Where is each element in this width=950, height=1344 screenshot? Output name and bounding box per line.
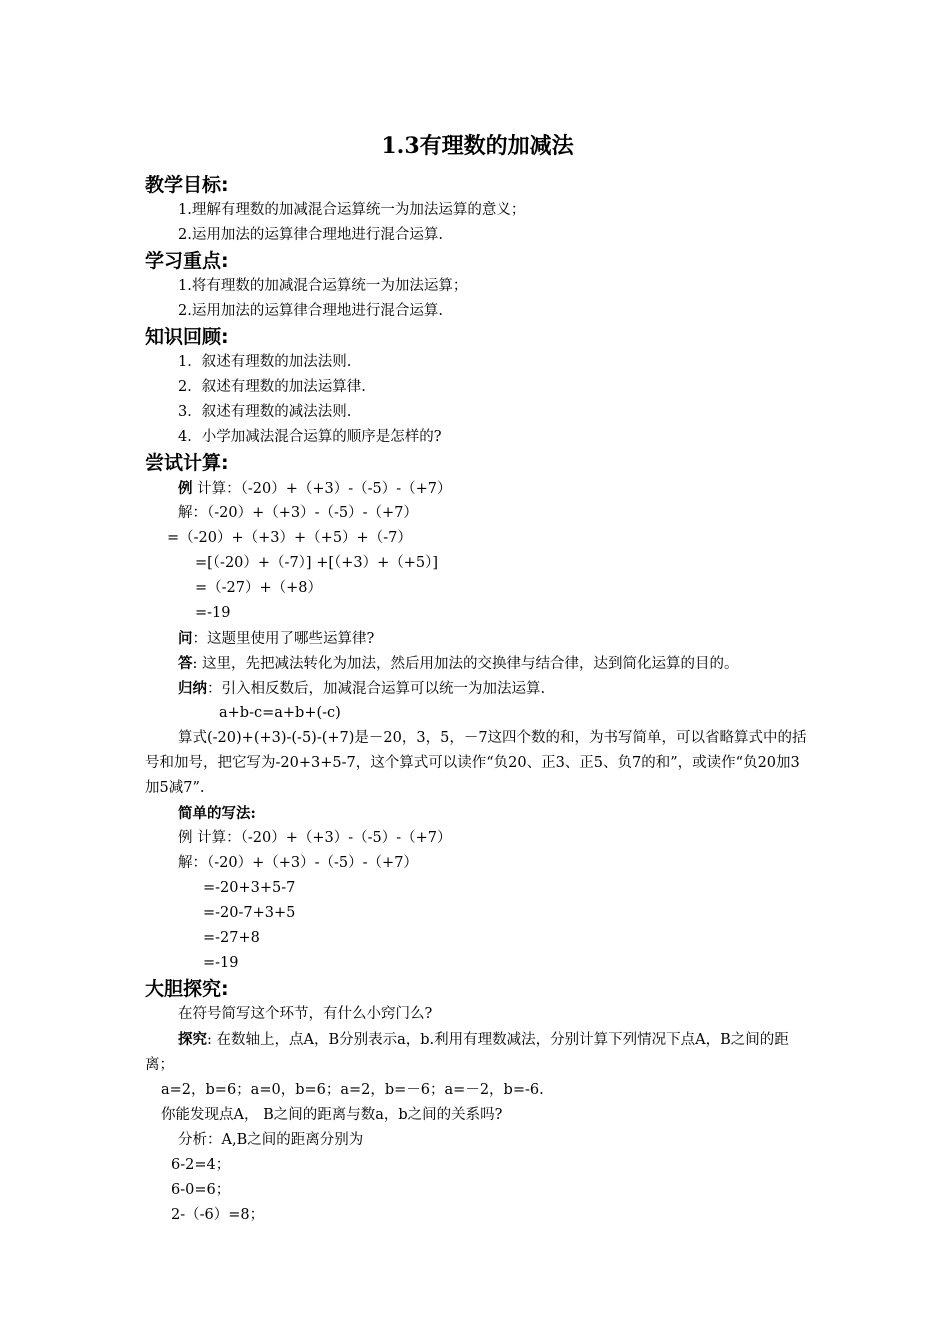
- question-line: [145, 626, 810, 651]
- example-line: [145, 476, 810, 501]
- explore-prompt: 在符号简写这个环节，有什么小窍门么?: [178, 1006, 433, 1022]
- analysis-calc: 6-0=6；: [171, 1182, 231, 1198]
- simple-example-line: 例 计算：（-20）+（+3）-（-5）-（+7）: [178, 830, 452, 846]
- objective-item: 1.理解有理数的加减混合运算统一为加法运算的意义；: [178, 202, 526, 218]
- explore-text: : 在数轴上，点A，B分别表示a，b.利用有理数减法，分别计算下列情况下点A，B之间的距离；: [145, 1032, 789, 1073]
- analysis-calc: 6-2=4；: [171, 1157, 231, 1173]
- review-item: 4．小学加减法混合运算的顺序是怎样的?: [178, 429, 442, 445]
- example-label: 例: [178, 480, 193, 497]
- explore-paragraph: [145, 1027, 810, 1078]
- review-heading: 知识回顾:: [145, 326, 229, 348]
- page-title: 1.3有理数的加减法: [381, 133, 574, 159]
- objectives-heading: 教学目标:: [145, 174, 229, 196]
- summary-line: [145, 676, 810, 701]
- objective-item: 2.运用加法的运算律合理地进行混合运算.: [178, 227, 443, 243]
- cases-line: a=2，b=6；a=0，b=6；a=2，b=－6；a=－2，b=-6.: [161, 1082, 544, 1098]
- solution-step: =（-27）+（+8）: [195, 580, 323, 596]
- summary-text: ：引入相反数后，加减混合运算可以统一为加法运算.: [207, 681, 546, 697]
- example-text: 计算：（-20）+（+3）-（-5）-（+7）: [192, 481, 452, 497]
- key-points-heading: 学习重点:: [145, 250, 229, 272]
- solution-step: =[（-20）+（-7）] +[（+3）+（+5）]: [195, 555, 439, 571]
- solution-step: =（-20）+（+3）+（+5）+（-7）: [167, 530, 412, 546]
- question-text: ：这题里使用了哪些运算律?: [192, 631, 375, 647]
- key-point-item: 2.运用加法的运算律合理地进行混合运算.: [178, 303, 443, 319]
- simple-solution-line: 解：（-20）+（+3）-（-5）-（+7）: [178, 855, 418, 871]
- analysis-line: 分析：A,B之间的距离分别为: [178, 1132, 364, 1148]
- explanation-paragraph: 算式(-20)+(+3)-(-5)-(+7)是－20，3，5，－7这四个数的和，为书写简单，可以省略算式中的括号和加号，把它写为-20+3+5-7，这个算式可以读作“负20、正3、正5、负7的和”，或读作“负20加3加5减7”.: [145, 730, 807, 796]
- summary-label: 归纳: [178, 680, 207, 697]
- review-item: 3．叙述有理数的减法法则.: [178, 404, 352, 420]
- explore-question: 你能发现点A， B之间的距离与数a，b之间的关系吗?: [161, 1107, 503, 1123]
- simple-step: =-20+3+5-7: [203, 880, 296, 896]
- explore-label: 探究: [178, 1031, 207, 1048]
- formula-line: a+b-c=a+b+(-c): [219, 705, 341, 721]
- answer-label: 答: [178, 655, 193, 672]
- trial-heading: 尝试计算:: [145, 452, 229, 474]
- simple-step: =-20-7+3+5: [203, 905, 296, 921]
- answer-text: : 这里，先把减法转化为加法，然后用加法的交换律与结合律，达到简化运算的目的。: [192, 656, 739, 672]
- simple-heading: 简单的写法:: [178, 805, 256, 822]
- solution-line: 解：（-20）+（+3）-（-5）-（+7）: [178, 505, 418, 521]
- review-item: 1．叙述有理数的加法法则.: [178, 354, 352, 370]
- explore-heading: 大胆探究:: [145, 978, 229, 1000]
- simple-step: =-19: [203, 955, 239, 971]
- answer-line: [145, 651, 810, 676]
- analysis-calc: 2-（-6）=8；: [171, 1207, 265, 1223]
- solution-step: =-19: [195, 605, 231, 621]
- question-label: 问: [178, 630, 193, 647]
- simple-step: =-27+8: [203, 930, 260, 946]
- document-page: [145, 130, 810, 1228]
- review-item: 2．叙述有理数的加法运算律.: [178, 379, 366, 395]
- key-point-item: 1.将有理数的加减混合运算统一为加法运算；: [178, 278, 468, 294]
